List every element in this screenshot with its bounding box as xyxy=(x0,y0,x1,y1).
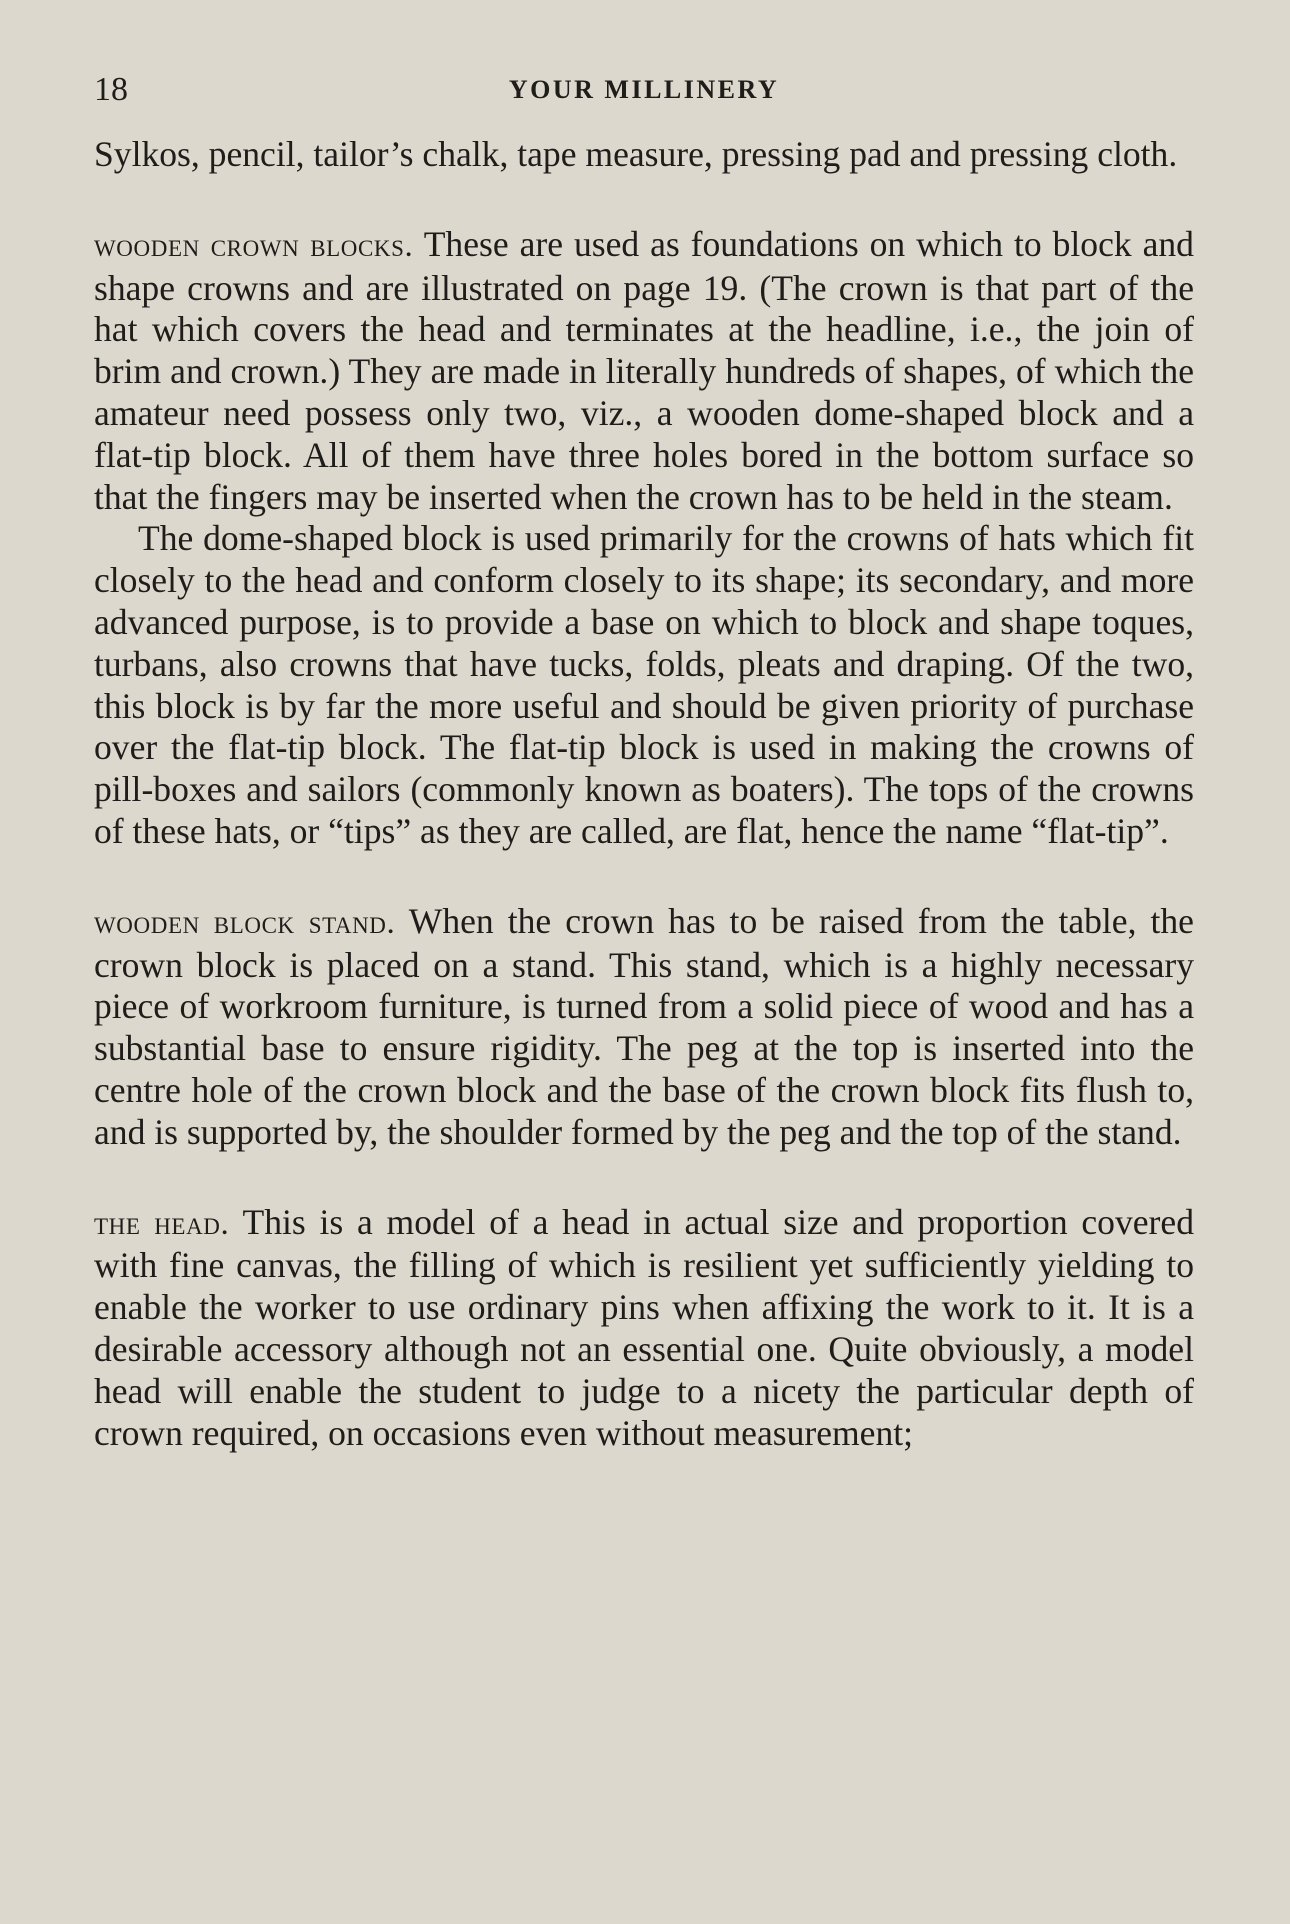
body-text xyxy=(94,134,1194,1454)
paragraph-text: This is a model of a head in actual size and proportion covered with fine canvas, the filling of which is resilient yet sufficiently yielding to enable the worker to use ordinary pins when affixing the work to it. It is a desirable accessory although not an essential one. Quite obviously, a model head will enable the student to judge to a nicety the particular depth of crown required, on occasions even without measurement; xyxy=(94,1201,1194,1453)
paragraph-text: The dome-shaped block is used primarily for the crowns of hats which fit closely to the head and conform closely to its shape; its secondary, and more advanced purpose, is to provide a base on which to block and shape toques, turbans, also crowns that have tucks, folds, pleats and draping. Of the two, this block is by far the more useful and should be given priority of purchase over the flat-tip block. The flat-tip block is used in making the crowns of pill-boxes and sailors (commonly known as boaters). The tops of the crowns of these hats, or “tips” as they are called, are flat, hence the name “flat-tip”. xyxy=(94,518,1194,851)
paragraph-text: These are used as foundations on which to block and shape crowns and are illustrated on page 19. (The crown is that part of the hat which covers the head and terminates at the headline, i.e., the join of brim and crown.) They are made in literally hundreds of shapes, of which the amateur need possess only two, viz., a wooden dome-shaped block and a flat-tip block. All of them have three holes bored in the bottom surface so that the fingers may be inserted when the crown has to be held in the steam. xyxy=(94,223,1194,517)
page-number: 18 xyxy=(94,71,128,108)
running-head xyxy=(94,68,1194,112)
running-title: YOUR MILLINERY xyxy=(508,75,780,104)
paragraph-the-head xyxy=(94,1202,1194,1455)
section-heading-wooden-block-stand: wooden block stand. xyxy=(94,904,396,941)
paragraph-dome-shaped-block xyxy=(94,518,1194,852)
paragraph-wooden-block-stand xyxy=(94,901,1194,1154)
paragraph-text: When the crown has to be raised from the table, the crown block is placed on a stand. This stand, which is a highly necessary piece of workroom furniture, is turned from a solid piece of wood and has a substantial base to ensure rigidity. The peg at the top is inserted into the centre hole of the crown block and the base of the crown block fits flush to, and is supported by, the shoulder formed by the peg and the top of the stand. xyxy=(94,900,1194,1152)
section-heading-wooden-crown-blocks: wooden crown blocks. xyxy=(94,227,414,264)
book-page xyxy=(94,68,1194,1454)
paragraph-materials xyxy=(94,134,1194,176)
section-heading-the-head: the head. xyxy=(94,1205,230,1242)
paragraph-text: Sylkos, pencil, tailor’s chalk, tape measure, pressing pad and pressing cloth. xyxy=(94,134,1178,174)
paragraph-wooden-crown-blocks xyxy=(94,224,1194,519)
